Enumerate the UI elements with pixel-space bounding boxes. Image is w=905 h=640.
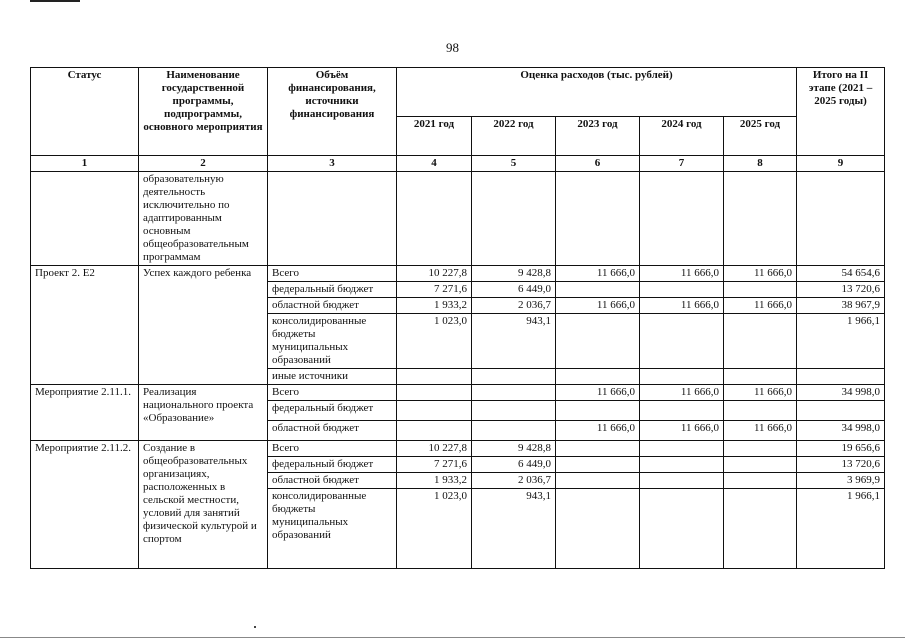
value-cell	[640, 473, 724, 489]
total-cell: 13 720,6	[797, 457, 885, 473]
value-cell	[724, 369, 797, 385]
value-cell	[556, 473, 640, 489]
value-cell	[640, 457, 724, 473]
value-cell: 9 428,8	[472, 266, 556, 282]
value-cell	[556, 172, 640, 266]
source-cell: Всего	[268, 385, 397, 401]
value-cell: 10 227,8	[397, 441, 472, 457]
value-cell: 10 227,8	[397, 266, 472, 282]
program-name-cell: Создание в общеобразовательных организациях, расположенных в сельской местности, условий для занятий физической культурой и спортом	[139, 441, 268, 569]
value-cell: 11 666,0	[556, 385, 640, 401]
value-cell	[472, 172, 556, 266]
value-cell	[724, 489, 797, 569]
table-body	[31, 172, 885, 569]
value-cell	[797, 172, 885, 266]
value-cell	[724, 172, 797, 266]
value-cell	[556, 401, 640, 421]
source-cell: консолидированные бюджеты муниципальных образований	[268, 314, 397, 369]
status-cell: Мероприятие 2.11.2.	[31, 441, 139, 569]
total-cell: 3 969,9	[797, 473, 885, 489]
source-cell: федеральный бюджет	[268, 457, 397, 473]
header-name: Наименование государственной программы, подпрограммы, основного мероприятия	[139, 68, 268, 156]
page-number: 98	[446, 40, 459, 55]
value-cell: 11 666,0	[640, 385, 724, 401]
column-number: 6	[556, 156, 640, 172]
source-cell: федеральный бюджет	[268, 282, 397, 298]
status-cell: Проект 2. Е2	[31, 266, 139, 385]
column-number: 9	[797, 156, 885, 172]
header-year: 2021 год	[397, 117, 472, 156]
header-estimate: Оценка расходов (тыс. рублей)	[397, 68, 797, 117]
source-cell: федеральный бюджет	[268, 401, 397, 421]
column-number: 5	[472, 156, 556, 172]
value-cell	[472, 401, 556, 421]
scan-artifact-top-left	[30, 0, 80, 2]
header-year: 2023 год	[556, 117, 640, 156]
value-cell: 11 666,0	[724, 421, 797, 441]
scan-speck	[254, 626, 256, 628]
total-cell: 1 966,1	[797, 489, 885, 569]
value-cell	[724, 441, 797, 457]
value-cell: 11 666,0	[556, 421, 640, 441]
source-cell: областной бюджет	[268, 421, 397, 441]
source-cell: консолидированные бюджеты муниципальных образований	[268, 489, 397, 569]
value-cell: 1 023,0	[397, 314, 472, 369]
source-cell: областной бюджет	[268, 298, 397, 314]
total-cell: 34 998,0	[797, 385, 885, 401]
source-cell: областной бюджет	[268, 473, 397, 489]
value-cell	[397, 385, 472, 401]
total-cell: 34 998,0	[797, 421, 885, 441]
total-cell: 19 656,6	[797, 441, 885, 457]
scan-artifact-bottom	[0, 637, 905, 638]
value-cell	[640, 282, 724, 298]
value-cell	[397, 369, 472, 385]
value-cell	[472, 421, 556, 441]
value-cell	[640, 441, 724, 457]
table-row	[31, 266, 885, 282]
value-cell	[556, 369, 640, 385]
total-cell	[797, 369, 885, 385]
total-cell: 38 967,9	[797, 298, 885, 314]
table-row	[31, 172, 885, 266]
header-year: 2025 год	[724, 117, 797, 156]
source-cell: Всего	[268, 266, 397, 282]
source-cell: Всего	[268, 441, 397, 457]
program-name-cell: образовательную деятельность исключительно по адаптированным основным общеобразовательным программам	[139, 172, 268, 266]
value-cell: 11 666,0	[556, 266, 640, 282]
status-cell	[31, 172, 139, 266]
column-number: 3	[268, 156, 397, 172]
column-number: 4	[397, 156, 472, 172]
value-cell: 11 666,0	[724, 298, 797, 314]
value-cell	[472, 385, 556, 401]
value-cell	[472, 369, 556, 385]
value-cell	[640, 369, 724, 385]
header-total: Итого на II этапе (2021 – 2025 годы)	[797, 68, 885, 156]
value-cell	[556, 441, 640, 457]
value-cell: 943,1	[472, 314, 556, 369]
program-name-cell: Реализация национального проекта «Образование»	[139, 385, 268, 441]
value-cell: 6 449,0	[472, 282, 556, 298]
total-cell: 1 966,1	[797, 314, 885, 369]
value-cell: 1 933,2	[397, 473, 472, 489]
value-cell: 11 666,0	[640, 298, 724, 314]
value-cell: 943,1	[472, 489, 556, 569]
header-volume: Объём финансирования, источники финансирования	[268, 68, 397, 156]
header-year: 2022 год	[472, 117, 556, 156]
table-row	[31, 385, 885, 401]
value-cell	[397, 172, 472, 266]
table-row	[31, 441, 885, 457]
value-cell	[556, 489, 640, 569]
header-year: 2024 год	[640, 117, 724, 156]
value-cell: 2 036,7	[472, 473, 556, 489]
value-cell: 2 036,7	[472, 298, 556, 314]
program-name-cell: Успех каждого ребенка	[139, 266, 268, 385]
total-cell: 54 654,6	[797, 266, 885, 282]
value-cell	[640, 489, 724, 569]
column-number: 7	[640, 156, 724, 172]
value-cell: 11 666,0	[640, 421, 724, 441]
value-cell	[724, 401, 797, 421]
value-cell: 7 271,6	[397, 282, 472, 298]
total-cell	[797, 401, 885, 421]
total-cell: 13 720,6	[797, 282, 885, 298]
source-cell: иные источники	[268, 369, 397, 385]
status-cell: Мероприятие 2.11.1.	[31, 385, 139, 441]
value-cell	[397, 401, 472, 421]
value-cell: 11 666,0	[640, 266, 724, 282]
source-cell	[268, 172, 397, 266]
value-cell: 9 428,8	[472, 441, 556, 457]
financing-table	[30, 67, 885, 569]
column-number: 8	[724, 156, 797, 172]
value-cell: 1 023,0	[397, 489, 472, 569]
value-cell: 11 666,0	[724, 266, 797, 282]
value-cell: 6 449,0	[472, 457, 556, 473]
value-cell: 1 933,2	[397, 298, 472, 314]
value-cell: 11 666,0	[556, 298, 640, 314]
value-cell	[640, 314, 724, 369]
value-cell	[724, 473, 797, 489]
value-cell	[397, 421, 472, 441]
column-number: 1	[31, 156, 139, 172]
value-cell	[556, 457, 640, 473]
value-cell	[640, 172, 724, 266]
value-cell	[556, 314, 640, 369]
value-cell	[724, 457, 797, 473]
value-cell	[724, 282, 797, 298]
value-cell	[640, 401, 724, 421]
value-cell	[724, 314, 797, 369]
value-cell	[556, 282, 640, 298]
value-cell: 11 666,0	[724, 385, 797, 401]
value-cell: 7 271,6	[397, 457, 472, 473]
column-number: 2	[139, 156, 268, 172]
header-status: Статус	[31, 68, 139, 156]
